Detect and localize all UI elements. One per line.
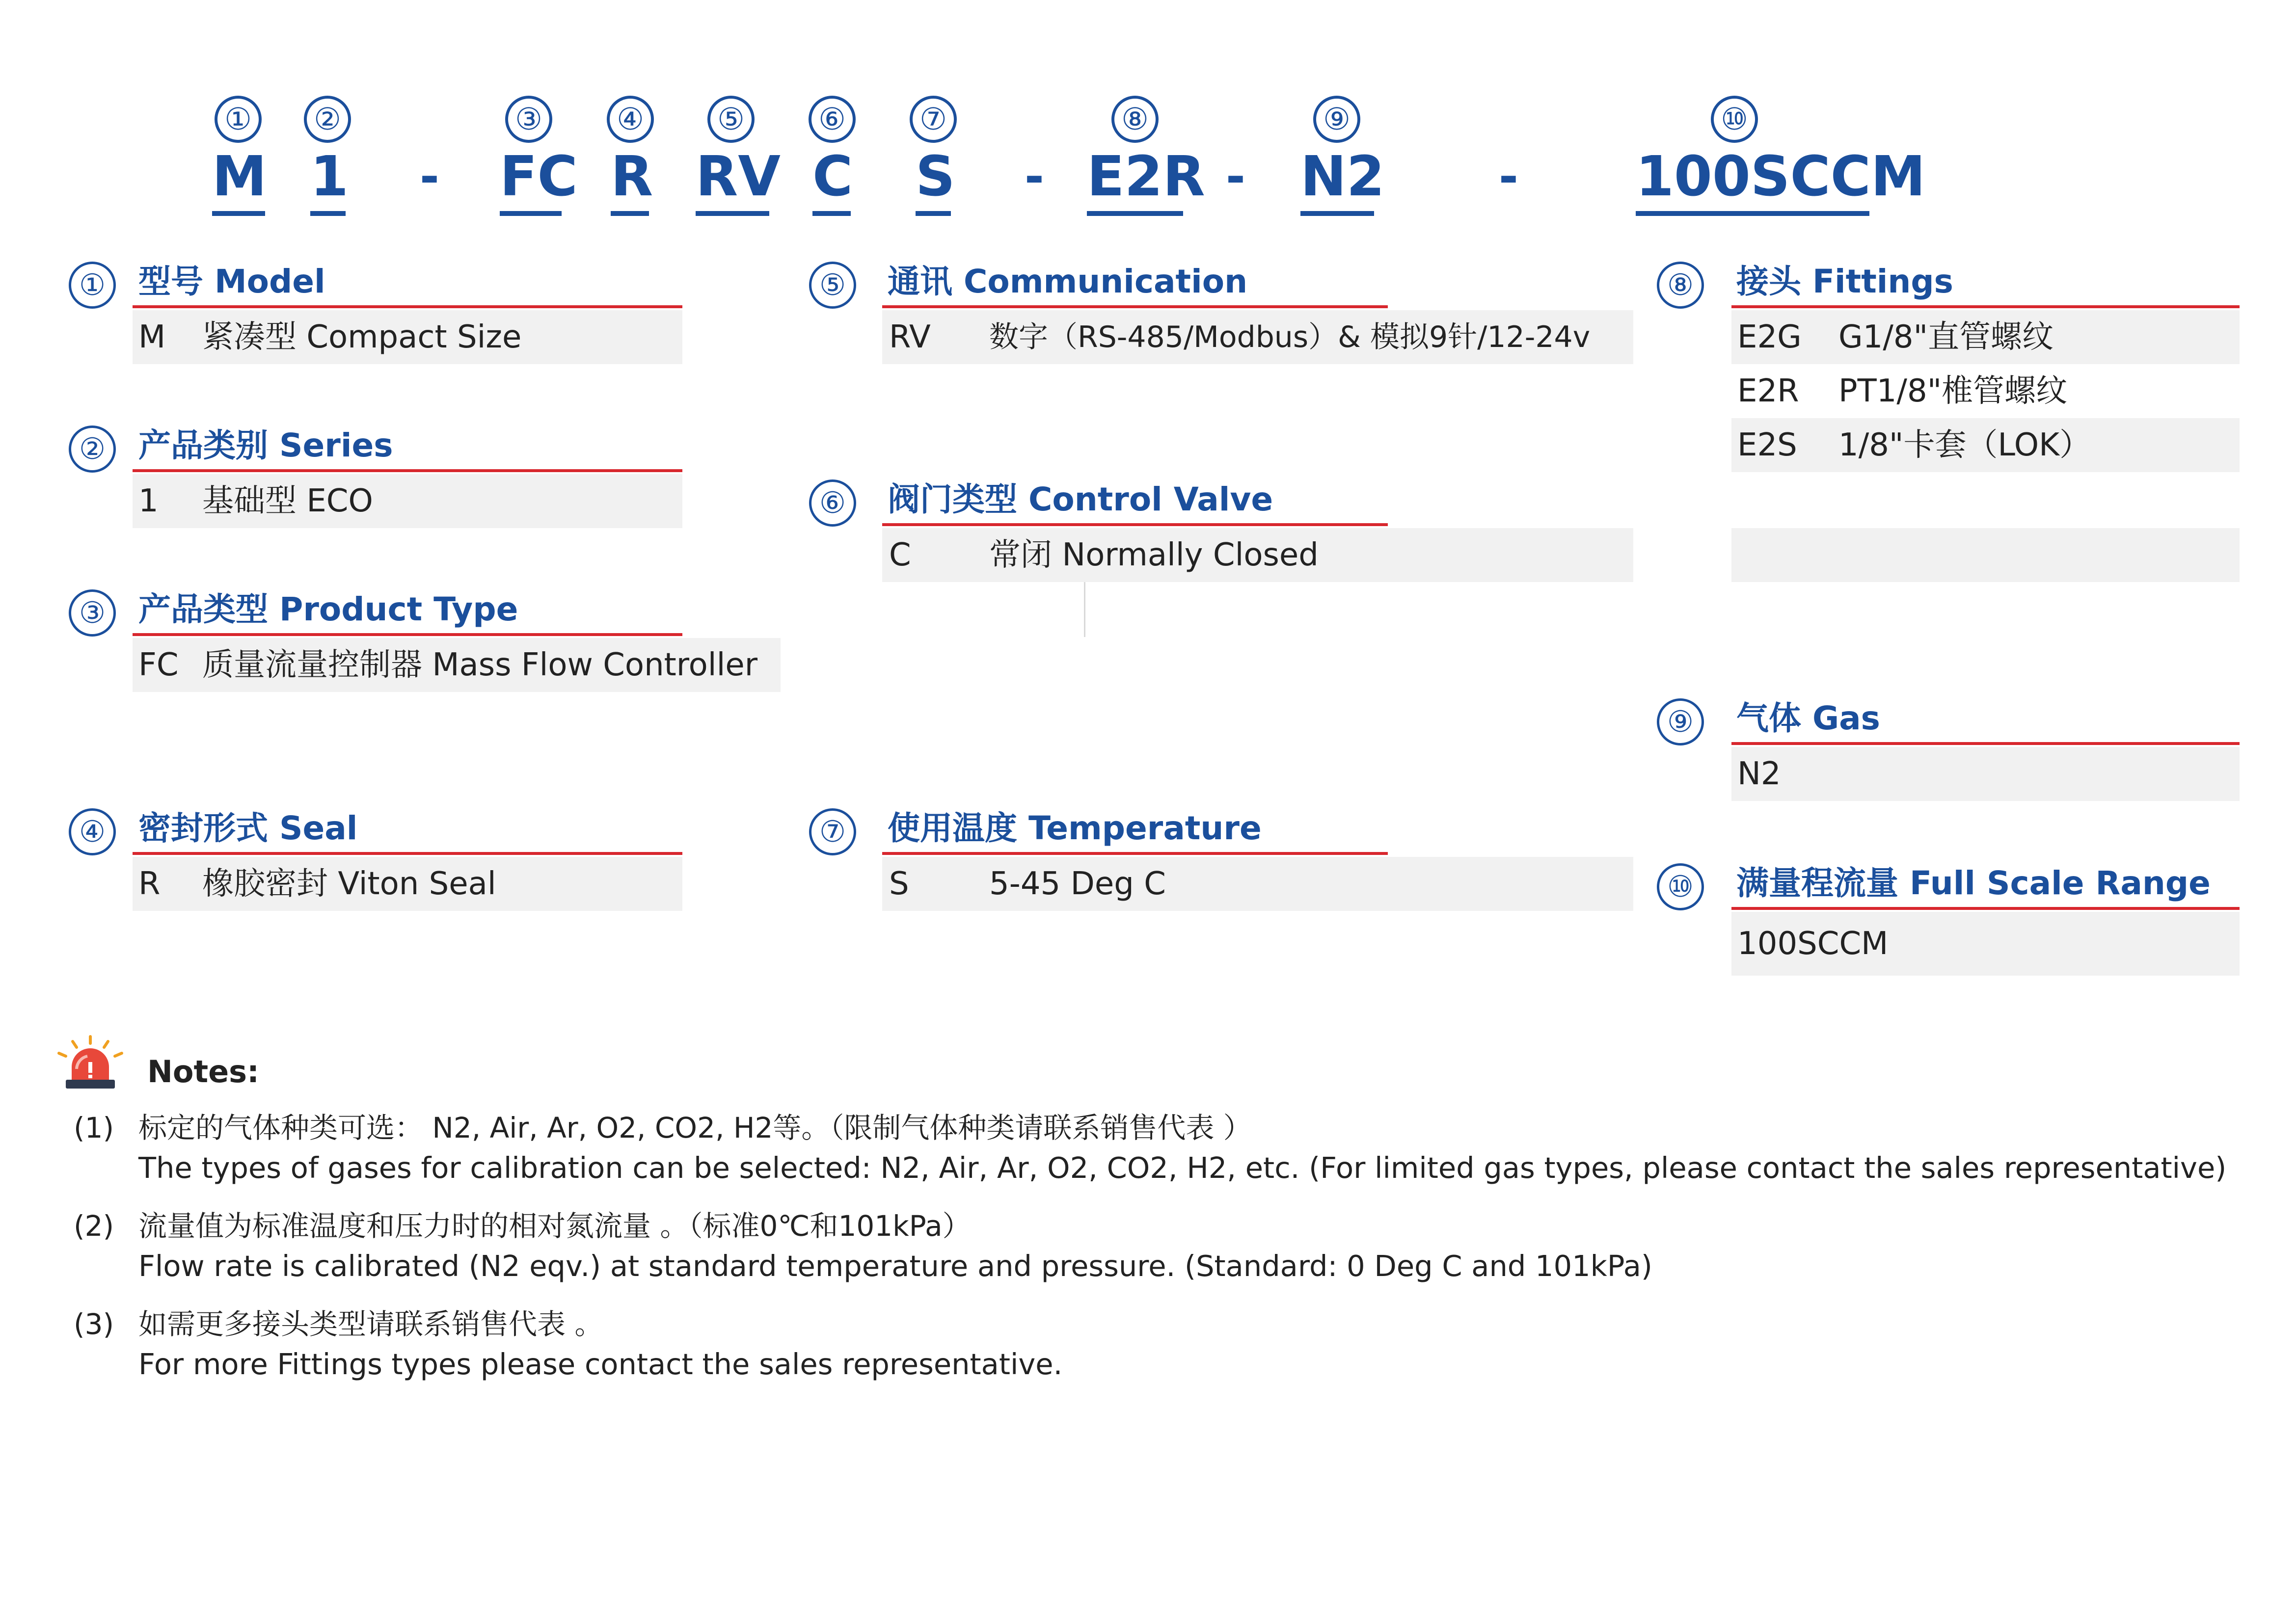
segment-number-8: ⑧ (1111, 96, 1159, 143)
note-number: (1) (74, 1111, 114, 1144)
row-description: PT1/8"椎管螺纹 (1838, 373, 2068, 409)
section-title: 使用温度 Temperature (888, 809, 1262, 847)
note-number: (3) (74, 1307, 114, 1341)
row-code: 100SCCM (1737, 926, 1889, 962)
segment-number-6: ⑥ (809, 96, 856, 143)
row-code: E2R (1737, 373, 1799, 409)
divider-line (1084, 582, 1085, 637)
section-divider (1731, 907, 2240, 910)
note-chinese: 如需更多接头类型请联系销售代表 。 (138, 1307, 603, 1341)
segment-code-5: RV (696, 142, 769, 216)
table-row (133, 857, 682, 911)
section-divider (133, 305, 682, 308)
section-number: ⑦ (809, 808, 856, 855)
table-row (133, 474, 682, 528)
table-row (1731, 418, 2240, 472)
table-row (133, 638, 781, 692)
row-code: E2S (1737, 427, 1797, 463)
row-description: 质量流量控制器 Mass Flow Controller (202, 647, 758, 683)
row-description: 数字（RS-485/Modbus）& 模拟9针/12-24v (989, 320, 1591, 354)
section-number: ① (69, 262, 116, 309)
row-description: 基础型 ECO (202, 483, 373, 519)
table-row (1731, 912, 2240, 976)
segment-number-4: ④ (607, 96, 654, 143)
table-row (1731, 364, 2240, 418)
segment-code-1: M (212, 142, 265, 216)
note-english: For more Fittings types please contact the sales representative. (138, 1347, 1063, 1381)
section-number: ⑤ (809, 262, 856, 309)
row-description: 紧凑型 Compact Size (202, 319, 522, 355)
table-row (882, 528, 1633, 582)
section-number: ② (69, 426, 116, 473)
row-code: FC (138, 647, 179, 683)
row-code: S (889, 866, 909, 902)
section-divider (133, 852, 682, 855)
section-divider (1731, 305, 2240, 308)
section-title: 阀门类型 Control Valve (888, 480, 1273, 518)
section-title: 密封形式 Seal (138, 809, 358, 847)
note-number: (2) (74, 1209, 114, 1243)
separator-dash: - (1226, 149, 1245, 204)
table-row (133, 310, 682, 364)
separator-dash: - (420, 149, 439, 204)
row-description: 橡胶密封 Viton Seal (202, 866, 496, 902)
segment-number-10: ⑩ (1711, 96, 1758, 143)
section-title: 型号 Model (138, 263, 325, 300)
segment-code-9: N2 (1300, 142, 1374, 216)
row-code: N2 (1737, 756, 1781, 792)
row-description: G1/8"直管螺纹 (1838, 319, 2054, 355)
table-row (1731, 310, 2240, 364)
row-code: C (889, 537, 911, 573)
note-chinese: 标定的气体种类可选： N2, Air, Ar, O2, CO2, H2等。（限制气体种类请联系销售代表 ） (138, 1111, 1252, 1144)
row-description: 常闭 Normally Closed (989, 537, 1319, 573)
segment-code-10: 100SCCM (1636, 142, 1869, 216)
section-title: 产品类别 Series (138, 426, 393, 464)
section-divider (1731, 742, 2240, 745)
row-code: 1 (138, 483, 159, 519)
section-number: ⑧ (1657, 262, 1704, 309)
note-english: The types of gases for calibration can be selected: N2, Air, Ar, O2, CO2, H2, etc. (For limited gas types, please contact the sales representative) (138, 1151, 2227, 1185)
segment-code-7: S (916, 142, 951, 216)
separator-dash: - (1499, 149, 1518, 204)
table-row (882, 310, 1633, 364)
row-code: R (138, 866, 161, 902)
segment-code-3: FC (500, 142, 562, 216)
section-divider (133, 469, 682, 472)
segment-number-3: ③ (505, 96, 552, 143)
table-row (882, 857, 1633, 911)
section-title: 满量程流量 Full Scale Range (1736, 864, 2211, 902)
section-divider (133, 633, 682, 636)
segment-number-5: ⑤ (707, 96, 755, 143)
row-code: M (138, 319, 166, 355)
section-title: 通讯 Communication (888, 263, 1248, 300)
section-number: ⑥ (809, 479, 856, 527)
segment-number-2: ② (304, 96, 351, 143)
section-title: 气体 Gas (1736, 699, 1880, 737)
segment-code-8: E2R (1087, 142, 1183, 216)
section-title: 接头 Fittings (1736, 263, 1953, 300)
notes-heading: Notes: (147, 1054, 259, 1090)
row-code: RV (889, 319, 931, 355)
section-number: ③ (69, 589, 116, 637)
segment-code-4: R (611, 142, 649, 216)
section-number: ④ (69, 808, 116, 855)
section-divider (882, 523, 1388, 526)
row-description: 5-45 Deg C (989, 866, 1166, 902)
section-number: ⑩ (1657, 863, 1704, 910)
row-description: 1/8"卡套（LOK） (1838, 427, 2091, 463)
separator-dash: - (1025, 149, 1044, 204)
section-number: ⑨ (1657, 698, 1704, 745)
segment-code-6: C (812, 142, 851, 216)
alarm-light-icon (53, 1035, 128, 1093)
section-divider (882, 305, 1388, 308)
note-chinese: 流量值为标准温度和压力时的相对氮流量 。（标准0℃和101kPa） (138, 1209, 971, 1243)
section-divider (882, 852, 1388, 855)
segment-number-1: ① (215, 96, 262, 143)
section-title: 产品类型 Product Type (138, 590, 518, 628)
note-english: Flow rate is calibrated (N2 eqv.) at standard temperature and pressure. (Standard: 0 Deg C and 101kPa) (138, 1249, 1652, 1283)
table-row (1731, 747, 2240, 801)
segment-number-7: ⑦ (910, 96, 957, 143)
table-row-empty (1731, 528, 2240, 582)
segment-number-9: ⑨ (1313, 96, 1360, 143)
segment-code-2: 1 (310, 142, 346, 216)
row-code: E2G (1737, 319, 1802, 355)
